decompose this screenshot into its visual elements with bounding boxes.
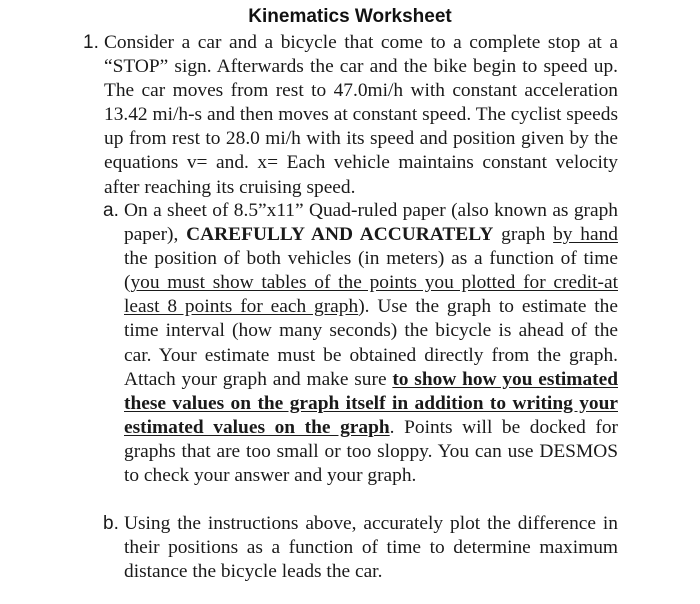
part-a-marker: a. <box>103 200 119 221</box>
part-a-text-2: graph <box>493 224 554 246</box>
question-1-marker: 1. <box>83 32 99 53</box>
part-a-by-hand: by hand <box>553 224 618 246</box>
part-a-graph-requirement: to show how you estimated these values on the graph itself in addition to writing your estimated values on the graph <box>124 368 618 438</box>
part-a-text-5: . Points will be docked for graphs that are too small or too sloppy. You can use DESMOS to check your answer and your graph. <box>124 416 618 487</box>
part-a-bold-phrase: CAREFULLY AND ACCURATELY <box>186 224 494 246</box>
part-a-text-3: the position of both vehicles (in meters) as a function of time ( <box>124 248 618 294</box>
part-a-text-4: ). Use the graph to estimate the time interval (how many seconds) the bicycle is ahead of the car. Your estimate must be obtained directly from the graph. Attach your graph and make sure <box>124 296 618 390</box>
part-a-table-requirement: you must show tables of the points you plotted for credit-at least 8 points for each graph <box>124 272 618 318</box>
part-a-text <box>124 199 618 488</box>
worksheet-title: Kinematics Worksheet <box>248 6 452 27</box>
part-b-text: Using the instructions above, accurately plot the difference in their positions as a function of time to determine maximum distance the bicycle leads the car. <box>124 513 618 583</box>
part-b-marker: b. <box>103 513 119 534</box>
question-1-text: Consider a car and a bicycle that come to a complete stop at a “STOP” sign. Afterwards the car and the bike begin to speed up. The car moves from rest to 47.0mi/h with constant acceleration 13.42 mi/h-s and then moves at constant speed. The cyclist speeds up from rest to 28.0 mi/h with its speed and position given by the equations v= and. x= Each vehicle maintains constant velocity after reaching its cruising speed. <box>104 32 618 198</box>
part-a-text-1: On a sheet of 8.5”x11” Quad-ruled paper (also known as graph paper), <box>124 200 618 246</box>
